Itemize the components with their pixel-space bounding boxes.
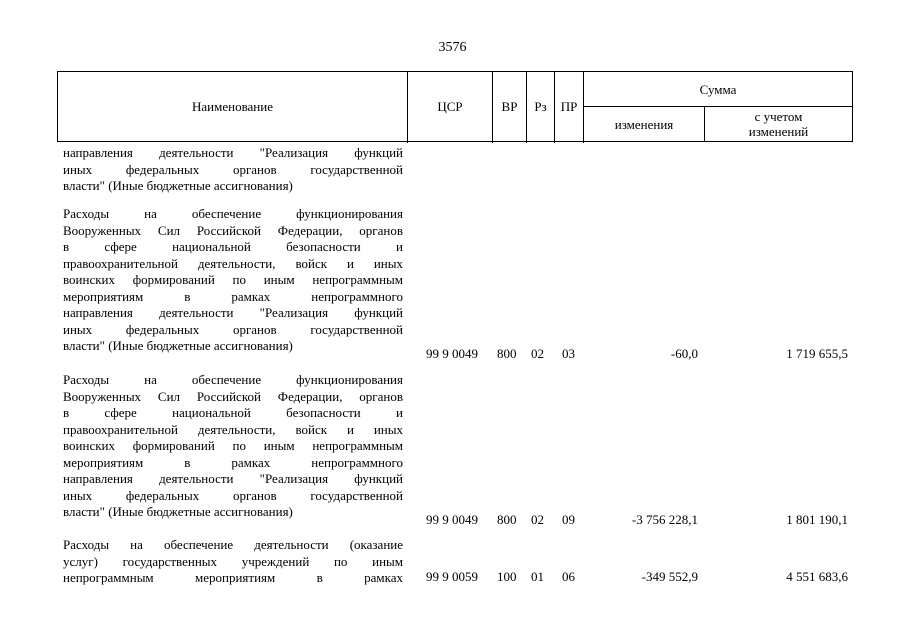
row-vr: 800 [497, 346, 517, 361]
row-csr: 99 9 0059 [426, 569, 478, 584]
header-csr: ЦСР [437, 99, 463, 114]
header-rz: Рз [534, 99, 547, 114]
row-pr: 09 [562, 512, 575, 527]
text-line: услуг) государственных учреждений по иным [63, 553, 403, 569]
text-line: Расходы на обеспечение функционирования [63, 206, 403, 221]
text-line: воинских формирований по иным непрограммным [63, 272, 403, 287]
header-with-change [705, 107, 852, 141]
text-line: правоохранительной деятельности, войск и иных [63, 421, 403, 437]
row-pr: 06 [562, 569, 575, 584]
header-change: изменения [614, 116, 674, 132]
text-line: мероприятиям в рамках непрограммного [63, 288, 403, 304]
text-line: направления деятельности "Реализация функций [63, 145, 403, 160]
row-change: -349 552,9 [641, 569, 698, 584]
text-line: направления деятельности "Реализация функций [63, 305, 403, 320]
text-line: Вооруженных Сил Российской Федерации, органов [63, 388, 403, 404]
row-description [63, 372, 403, 521]
row-csr: 99 9 0049 [426, 346, 478, 361]
table-header [57, 71, 853, 142]
header-with-change-line2: изменений [748, 124, 809, 139]
text-line: Вооруженных Сил Российской Федерации, органов [63, 222, 403, 238]
row-rz: 01 [531, 569, 544, 584]
text-line: власти" (Иные бюджетные ассигнования) [63, 504, 293, 519]
row-rz: 02 [531, 346, 544, 361]
row-description [63, 145, 403, 195]
row-description [63, 537, 403, 587]
text-line: правоохранительной деятельности, войск и иных [63, 255, 403, 271]
row-total: 4 551 683,6 [786, 569, 848, 584]
text-line: власти" (Иные бюджетные ассигнования) [63, 178, 293, 193]
header-sum: Сумма [699, 81, 737, 97]
text-line: иных федеральных органов государственной [63, 161, 403, 177]
text-line: воинских формирований по иным непрограммным [63, 438, 403, 453]
text-line: иных федеральных органов государственной [63, 487, 403, 503]
header-pr: ПР [560, 99, 578, 114]
text-line: Расходы на обеспечение функционирования [63, 372, 403, 387]
row-vr: 100 [497, 569, 517, 584]
header-name: Наименование [192, 99, 273, 114]
row-total: 1 801 190,1 [786, 512, 848, 527]
text-line: иных федеральных органов государственной [63, 321, 403, 337]
page-number: 3576 [438, 40, 467, 55]
text-line: в сфере национальной безопасности и [63, 405, 403, 420]
row-total: 1 719 655,5 [786, 346, 848, 361]
text-line: Расходы на обеспечение деятельности (оказание [63, 537, 403, 552]
header-with-change-line1: с учетом [754, 109, 803, 124]
row-change: -60,0 [670, 346, 698, 361]
text-line: власти" (Иные бюджетные ассигнования) [63, 338, 293, 353]
row-pr: 03 [562, 346, 575, 361]
row-rz: 02 [531, 512, 544, 527]
text-line: направления деятельности "Реализация функций [63, 471, 403, 486]
row-description [63, 206, 403, 355]
row-csr: 99 9 0049 [426, 512, 478, 527]
header-vr: ВР [501, 99, 518, 114]
row-change: -3 756 228,1 [631, 512, 698, 527]
text-line: в сфере национальной безопасности и [63, 239, 403, 254]
text-line: непрограммным мероприятиям в рамках [63, 570, 403, 585]
row-vr: 800 [497, 512, 517, 527]
text-line: мероприятиям в рамках непрограммного [63, 454, 403, 470]
